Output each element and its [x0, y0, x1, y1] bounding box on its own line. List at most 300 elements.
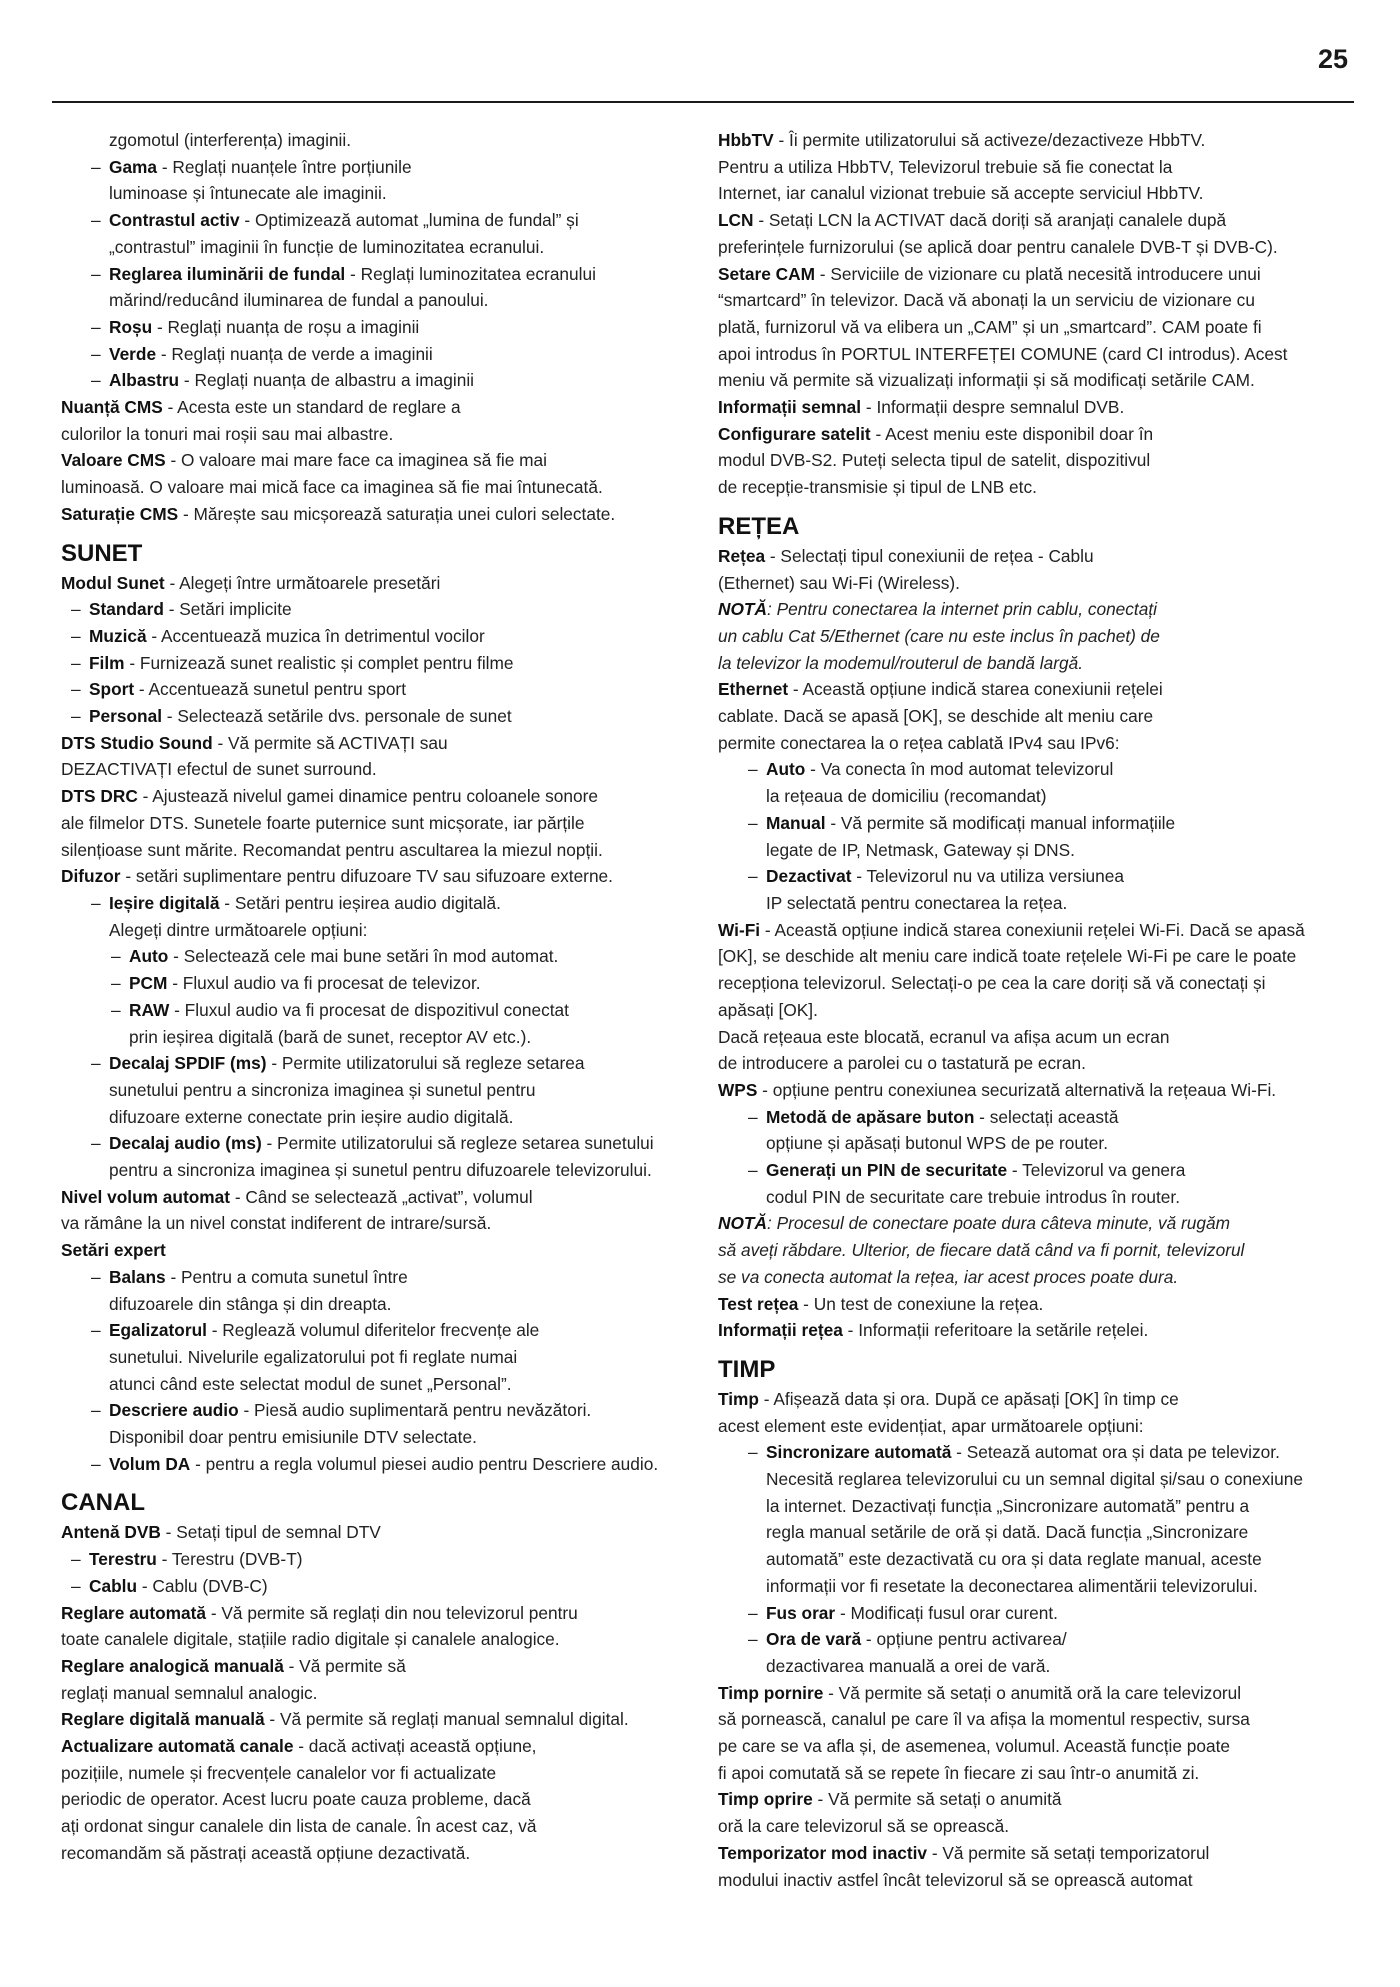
text-line: [718, 154, 1348, 181]
text-line: [718, 1264, 1348, 1291]
note-text: un cablu Cat 5/Ethernet (care nu este inclus în pachet) de: [718, 625, 1160, 646]
text-line: [718, 783, 1348, 810]
line-text: să pornească, canalul pe care îl va afișa la momentul respectiv, sursa: [718, 1709, 1250, 1730]
term-label: Wi-Fi: [718, 919, 761, 940]
text-line: [718, 623, 1348, 650]
text-line: [718, 1813, 1348, 1840]
term-label: RAW: [129, 999, 170, 1020]
text-line: [61, 890, 695, 917]
term-label: Terestru: [89, 1549, 157, 1570]
text-line: [61, 570, 695, 597]
line-text: automată” este dezactivată cu ora și data reglate manual, aceste: [766, 1549, 1262, 1570]
text-line: [718, 1050, 1348, 1077]
text-line: [61, 1573, 695, 1600]
line-text: prin ieșirea digitală (bară de sunet, receptor AV etc.).: [129, 1026, 532, 1047]
term-label: Fus orar: [766, 1602, 836, 1623]
line-text: silențioase sunt mărite. Recomandat pentru ascultarea la miezul nopții.: [61, 839, 603, 860]
text-line: [718, 1104, 1348, 1131]
line-text: la rețeaua de domiciliu (recomandat): [766, 786, 1047, 807]
text-line: [61, 1397, 695, 1424]
term-label: Timp oprire: [718, 1789, 813, 1810]
section-heading: SUNET: [61, 539, 143, 567]
text-line: [718, 314, 1348, 341]
text-line: [61, 1237, 695, 1264]
text-line: [61, 1264, 695, 1291]
line-text: - Acest meniu este disponibil doar în: [870, 423, 1154, 444]
line-text: modului inactiv astfel încât televizorul să se oprească automat: [718, 1869, 1193, 1890]
line-text: - Alegeți între următoarele presetări: [164, 572, 441, 593]
line-text: - Vă permite să setați o anumită: [812, 1789, 1062, 1810]
term-label: Test rețea: [718, 1293, 799, 1314]
note-label: [718, 599, 767, 619]
line-text: zgomotul (interferența) imaginii.: [109, 130, 352, 150]
line-text: - Va conecta în mod automat televizorul: [805, 759, 1114, 780]
term-label: Reglare digitală manuală: [61, 1709, 265, 1730]
term-label: Personal: [89, 706, 162, 727]
line-text: ați ordonat singur canalele din lista de canale. În acest caz, vă: [61, 1816, 537, 1837]
text-line: [61, 1344, 695, 1371]
text-line: [61, 341, 695, 368]
line-text: - setări suplimentare pentru difuzoare TV sau sifuzoare externe.: [120, 866, 613, 887]
line-text: ale filmelor DTS. Sunetele foarte puternice sunt micșorate, iar părțile: [61, 812, 585, 833]
line-text: recomandăm să păstrați această opțiune dezactivată.: [61, 1842, 471, 1863]
text-line: [61, 1600, 695, 1627]
line-text: va rămâne la un nivel constat indiferent de intrare/sursă.: [61, 1213, 492, 1234]
line-text: - Selectează cele mai bune setări în mod automat.: [168, 946, 559, 967]
text-line: [718, 1157, 1348, 1184]
line-text: - Setări implicite: [163, 599, 292, 620]
line-text: - Ajustează nivelul gamei dinamice pentru coloanele sonore: [137, 786, 598, 807]
term-label: Cablu: [89, 1575, 138, 1596]
text-line: [61, 1626, 695, 1653]
line-text: - dacă activați această opțiune,: [293, 1736, 537, 1757]
text-line: [61, 314, 695, 341]
line-text: pentru a sincroniza imaginea și sunetul pentru difuzoarele televizorului.: [109, 1160, 652, 1181]
line-text: - Informații referitoare la setările rețelei.: [842, 1320, 1149, 1341]
line-text: pozițiile, numele și frecvențele canalelor vor fi actualizate: [61, 1762, 497, 1783]
text-line: [61, 917, 695, 944]
line-text: culorilor la tonuri mai roșii sau mai albastre.: [61, 423, 394, 444]
term-label: Decalaj SPDIF (ms): [109, 1053, 267, 1074]
text-line: [61, 1653, 695, 1680]
section-heading: TIMP: [718, 1355, 776, 1383]
text-line: [718, 207, 1348, 234]
line-text: “smartcard” în televizor. Dacă vă abonați la un serviciu de vizionare cu: [718, 290, 1255, 311]
text-line: [718, 1680, 1348, 1707]
term-label: Saturație CMS: [61, 503, 179, 524]
line-text: luminoasă. O valoare mai mică face ca imaginea să fie mai întunecată.: [61, 477, 603, 498]
term-label: Setări expert: [61, 1240, 166, 1261]
list-dash: –: [71, 1549, 81, 1570]
text-line: [718, 1077, 1348, 1104]
term-label: Nivel volum automat: [61, 1186, 231, 1207]
text-line: [718, 997, 1348, 1024]
line-text: - Reglați nuanțele între porțiunile: [157, 156, 412, 177]
term-label: Verde: [109, 343, 157, 364]
text-line: [718, 543, 1348, 570]
line-text: recepționa televizorul. Selectați-o pe cea la care doriți să vă conectați și: [718, 973, 1266, 994]
line-text: plată, furnizorul vă va elibera un „CAM” și un „smartcard”. CAM poate fi: [718, 316, 1262, 337]
text-line: [718, 1386, 1348, 1413]
text-line: [61, 810, 695, 837]
line-text: difuzoare externe conectate prin ieșire audio digitală.: [109, 1106, 514, 1127]
line-text: - Un test de conexiune la rețea.: [798, 1293, 1044, 1314]
list-dash: –: [748, 759, 758, 780]
line-text: regla manual setările de oră și dată. Dacă funcția „Sincronizare: [766, 1522, 1249, 1543]
line-text: - Setați LCN la ACTIVAT dacă doriți să aranjați canalele după: [753, 210, 1227, 231]
line-text: - O valoare mai mare face ca imaginea să fie mai: [165, 450, 548, 471]
line-text: - Cablu (DVB-C): [137, 1575, 268, 1596]
text-line: [718, 810, 1348, 837]
section-heading: REȚEA: [718, 512, 800, 540]
term-label: Dezactivat: [766, 866, 852, 887]
line-text: sunetului pentru a sincroniza imaginea și sunetul pentru: [109, 1079, 536, 1100]
line-text: - Reglați nuanța de albastru a imaginii: [179, 370, 475, 391]
term-label: Auto: [766, 759, 806, 780]
line-text: - Reglați nuanța de verde a imaginii: [156, 343, 433, 364]
line-text: - Când se selectează „activat”, volumul: [230, 1186, 533, 1207]
text-line: [61, 837, 695, 864]
term-label: Ethernet: [718, 679, 789, 700]
text-line: [61, 703, 695, 730]
text-line: [718, 447, 1348, 474]
text-line: [61, 1077, 695, 1104]
line-text: toate canalele digitale, stațiile radio digitale și canalele analogice.: [61, 1629, 560, 1650]
list-dash: –: [71, 625, 81, 646]
term-label: Generați un PIN de securitate: [766, 1160, 1008, 1181]
text-line: [61, 863, 695, 890]
text-line: [61, 997, 695, 1024]
text-line: [61, 676, 695, 703]
line-text: - Vă permite să modificați manual informațiile: [825, 812, 1176, 833]
term-label: Film: [89, 652, 125, 673]
line-text: - Mărește sau micșorează saturația unei culori selectate.: [178, 503, 616, 524]
text-line: [718, 756, 1348, 783]
line-text: - Permite utilizatorului să regleze setarea sunetului: [261, 1133, 654, 1154]
list-dash: –: [748, 1442, 758, 1463]
term-label: DTS Studio Sound: [61, 732, 213, 753]
list-dash: –: [748, 1106, 758, 1127]
list-dash: –: [71, 1575, 81, 1596]
term-label: LCN: [718, 210, 754, 231]
list-dash: –: [91, 263, 101, 284]
list-dash: –: [111, 946, 121, 967]
text-line: [61, 1760, 695, 1787]
text-line: [718, 1519, 1348, 1546]
list-dash: –: [91, 1266, 101, 1287]
note-text: la televizor la modemul/routerul de bandă largă.: [718, 652, 1084, 673]
text-line: [61, 261, 695, 288]
list-dash: –: [91, 892, 101, 913]
text-line: [718, 1184, 1348, 1211]
term-label: Actualizare automată canale: [61, 1736, 294, 1757]
text-line: [61, 756, 695, 783]
term-label: Ora de vară: [766, 1629, 862, 1650]
term-label: Configurare satelit: [718, 423, 871, 444]
line-text: Disponibil doar pentru emisiunile DTV selectate.: [109, 1427, 477, 1448]
term-label: Ieșire digitală: [109, 892, 220, 913]
text-line: [718, 570, 1348, 597]
text-line: [61, 1104, 695, 1131]
line-text: - Vă permite să setați temporizatorul: [927, 1842, 1210, 1863]
line-text: „contrastul” imaginii în funcție de luminozitatea ecranului.: [109, 236, 545, 257]
text-line: [61, 730, 695, 757]
text-line: [61, 1451, 695, 1478]
note-text: : Pentru conectarea la internet prin cablu, conectați: [766, 599, 1157, 620]
text-line: [718, 1210, 1348, 1237]
list-dash: –: [111, 973, 121, 994]
line-text: de introducere a parolei cu o tastatură pe ecran.: [718, 1053, 1086, 1074]
list-dash: –: [748, 866, 758, 887]
term-label: Balans: [109, 1266, 166, 1287]
line-text: DEZACTIVAȚI efectul de sunet surround.: [61, 759, 377, 780]
section-heading: CANAL: [61, 1489, 145, 1517]
line-text: - Optimizează automat „lumina de fundal” și: [239, 210, 579, 231]
note-text: să aveți răbdare. Ulterior, de fiecare dată când va fi pornit, televizorul: [718, 1240, 1245, 1261]
line-text: - Afișează data și ora. După ce apăsați [OK] în timp ce: [758, 1388, 1179, 1409]
term-label: WPS: [718, 1079, 758, 1100]
term-label: Sincronizare automată: [766, 1442, 952, 1463]
text-line: [718, 676, 1348, 703]
term-label: Reglare analogică manuală: [61, 1655, 284, 1676]
text-line: [718, 1706, 1348, 1733]
term-label: Setare CAM: [718, 263, 815, 284]
line-text: cablate. Dacă se apasă [OK], se deschide alt meniu care: [718, 706, 1154, 727]
term-label: Manual: [766, 812, 826, 833]
line-text: - Accentuează muzica în detrimentul vocilor: [146, 625, 485, 646]
term-label: Sport: [89, 679, 135, 700]
line-text: fi apoi comutată să se repete în fiecare zi sau într-o anumită zi.: [718, 1762, 1200, 1783]
term-label: PCM: [129, 973, 168, 994]
line-text: dezactivarea manuală a orei de vară.: [766, 1655, 1051, 1676]
line-text: - pentru a regla volumul piesei audio pentru Descriere audio.: [190, 1453, 659, 1474]
list-dash: –: [91, 343, 101, 364]
line-text: - Acesta este un standard de reglare a: [162, 397, 461, 418]
line-text: la internet. Dezactivați funcția „Sincronizare automată” pentru a: [766, 1495, 1250, 1516]
list-dash: –: [91, 1453, 101, 1474]
text-line: [61, 1519, 695, 1546]
line-text: - Serviciile de vizionare cu plată necesită introducere unui: [815, 263, 1261, 284]
text-line: [61, 783, 695, 810]
text-line: [718, 367, 1348, 394]
list-dash: –: [91, 1133, 101, 1154]
line-text: modul DVB-S2. Puteți selecta tipul de satelit, dispozitivul: [718, 450, 1151, 471]
term-label: Roșu: [109, 316, 153, 337]
list-dash: –: [91, 156, 101, 177]
list-dash: –: [91, 316, 101, 337]
page-number: 25: [1317, 44, 1348, 74]
text-line: [718, 234, 1348, 261]
line-text: Alegeți dintre următoarele opțiuni:: [109, 919, 368, 940]
line-text: - Reglați nuanța de roșu a imaginii: [152, 316, 420, 337]
text-line: [61, 1371, 695, 1398]
text-line: [61, 447, 695, 474]
term-label: Egalizatorul: [109, 1320, 207, 1341]
line-text: acest element este evidențiat, apar următoarele opțiuni:: [718, 1415, 1144, 1436]
text-line: [718, 1317, 1348, 1344]
text-line: [718, 1600, 1348, 1627]
line-text: meniu vă permite să vizualizați informații și să modificați setările CAM.: [718, 370, 1255, 391]
text-line: [718, 1733, 1348, 1760]
term-label: Valoare CMS: [61, 450, 166, 471]
list-dash: –: [748, 1629, 758, 1650]
text-line: [718, 1573, 1348, 1600]
text-line: [718, 394, 1348, 421]
term-label: Antenă DVB: [61, 1522, 161, 1543]
term-label: Temporizator mod inactiv: [718, 1842, 928, 1863]
text-line: [718, 1760, 1348, 1787]
line-text: informații vor fi resetate la deconectarea alimentării televizorului.: [766, 1575, 1258, 1596]
line-text: opțiune și apăsați butonul WPS de pe router.: [766, 1133, 1109, 1154]
line-text: - Furnizează sunet realistic și complet pentru filme: [124, 652, 514, 673]
line-text: - Informații despre semnalul DVB.: [861, 397, 1125, 418]
line-text: - Televizorul nu va utiliza versiunea: [851, 866, 1124, 887]
line-text: - Fluxul audio va fi procesat de televizor.: [167, 973, 481, 994]
line-text: periodic de operator. Acest lucru poate cauza probleme, dacă: [61, 1789, 531, 1810]
term-label: Albastru: [109, 370, 180, 391]
text-line: [61, 154, 695, 181]
list-dash: –: [91, 210, 101, 231]
text-line: [61, 1840, 695, 1867]
line-text: apăsați [OK].: [718, 999, 818, 1020]
text-line: [718, 1466, 1348, 1493]
list-dash: –: [71, 599, 81, 620]
text-line: [718, 341, 1348, 368]
line-text: - selectați această: [974, 1106, 1119, 1127]
term-label: Standard: [89, 599, 164, 620]
line-text: IP selectată pentru conectarea la rețea.: [766, 892, 1068, 913]
line-text: - Îi permite utilizatorului să activeze/dezactiveze HbbTV.: [773, 130, 1206, 150]
text-line: [718, 1840, 1348, 1867]
text-line: [718, 703, 1348, 730]
term-label: Gama: [109, 156, 158, 177]
line-text: (Ethernet) sau Wi-Fi (Wireless).: [718, 572, 960, 593]
text-line: [61, 1706, 695, 1733]
line-text: - Această opțiune indică starea conexiunii rețelei Wi-Fi. Dacă se apasă: [760, 919, 1305, 940]
line-text: codul PIN de securitate care trebuie introdus în router.: [766, 1186, 1181, 1207]
text-line: [61, 1157, 695, 1184]
text-line: [718, 730, 1348, 757]
text-line: [61, 1184, 695, 1211]
term-label: Modul Sunet: [61, 572, 165, 593]
right-column: [718, 127, 1348, 1893]
text-line: [61, 596, 695, 623]
line-text: - Vă permite să ACTIVAȚI sau: [212, 732, 448, 753]
term-label: Difuzor: [61, 866, 121, 887]
list-dash: –: [748, 812, 758, 833]
text-line: [61, 1680, 695, 1707]
line-text: - Modificați fusul orar curent.: [835, 1602, 1058, 1623]
line-text: [OK], se deschide alt meniu care indică toate rețelele Wi-Fi pe care le poate: [718, 946, 1297, 967]
list-dash: –: [71, 652, 81, 673]
term-label: Volum DA: [109, 1453, 191, 1474]
line-text: Pentru a utiliza HbbTV, Televizorul trebuie să fie conectat la: [718, 156, 1173, 177]
term-label: Informații rețea: [718, 1320, 843, 1341]
text-line: [718, 650, 1348, 677]
line-text: luminoase și întunecate ale imaginii.: [109, 183, 387, 204]
text-line: [61, 501, 695, 528]
term-label: Reglare automată: [61, 1602, 207, 1623]
term-label: HbbTV: [718, 130, 774, 150]
line-text: permite conectarea la o rețea cablată IPv4 sau IPv6:: [718, 732, 1120, 753]
term-label: Muzică: [89, 625, 147, 646]
line-text: - Setați tipul de semnal DTV: [160, 1522, 381, 1543]
line-text: - Vă permite să: [283, 1655, 406, 1676]
text-line: [61, 623, 695, 650]
text-line: [718, 474, 1348, 501]
line-text: - Setează automat ora și data pe televizor.: [951, 1442, 1280, 1463]
text-line: [718, 287, 1348, 314]
text-line: [61, 1050, 695, 1077]
text-line: [718, 1546, 1348, 1573]
term-label: Timp pornire: [718, 1682, 824, 1703]
text-line: [61, 207, 695, 234]
text-line: [718, 1867, 1348, 1894]
term-label: Metodă de apăsare buton: [766, 1106, 975, 1127]
line-text: Necesită reglarea televizorului cu un semnal digital și/sau o conexiune: [766, 1469, 1303, 1490]
line-text: - Selectați tipul conexiunii de rețea - Cablu: [765, 545, 1094, 566]
text-line: [61, 650, 695, 677]
text-line: [718, 1024, 1348, 1051]
line-text: - Terestru (DVB-T): [156, 1549, 303, 1570]
line-text: apoi introdus în PORTUL INTERFEȚEI COMUNE (card CI introdus). Acest: [718, 343, 1288, 364]
term-label: Timp: [718, 1388, 759, 1409]
term-label: Contrastul activ: [109, 210, 240, 231]
line-text: reglați manual semnalul analogic.: [61, 1682, 318, 1703]
line-text: - opțiune pentru activarea/: [861, 1629, 1067, 1650]
list-dash: –: [91, 1400, 101, 1421]
left-column: [61, 127, 695, 1867]
text-line: [718, 1130, 1348, 1157]
text-line: [61, 234, 695, 261]
text-line: [61, 1291, 695, 1318]
text-line: [718, 1291, 1348, 1318]
text-line: [61, 287, 695, 314]
line-text: atunci când este selectat modul de sunet „Personal”.: [109, 1373, 512, 1394]
text-line: [718, 1626, 1348, 1653]
note-label: [718, 1213, 767, 1233]
text-line: [718, 863, 1348, 890]
term-label: DTS DRC: [61, 786, 138, 807]
text-line: [61, 1424, 695, 1451]
text-line: [61, 1024, 695, 1051]
text-line: [718, 1786, 1348, 1813]
note-label-text: NOTĂ: [718, 599, 767, 620]
line-text: - Vă permite să reglați manual semnalul digital.: [264, 1709, 629, 1730]
list-dash: –: [111, 999, 121, 1020]
text-line: [718, 890, 1348, 917]
line-text: - Reglează volumul diferitelor frecvențe ale: [206, 1320, 540, 1341]
line-text: - Fluxul audio va fi procesat de dispozitivul conectat: [169, 999, 569, 1020]
term-label: Decalaj audio (ms): [109, 1133, 262, 1154]
list-dash: –: [748, 1602, 758, 1623]
line-text: - Vă permite să reglați din nou televizorul pentru: [206, 1602, 578, 1623]
line-text: legate de IP, Netmask, Gateway și DNS.: [766, 839, 1075, 860]
text-line: [61, 1210, 695, 1237]
note-text: se va conecta automat la rețea, iar acest proces poate dura.: [718, 1266, 1179, 1287]
note-label-text: NOTĂ: [718, 1213, 767, 1234]
term-label: Informații semnal: [718, 397, 862, 418]
term-label: Nuanță CMS: [61, 397, 163, 418]
line-text: de recepție-transmisie și tipul de LNB etc.: [718, 477, 1037, 498]
text-line: [718, 1237, 1348, 1264]
text-line: [61, 421, 695, 448]
header-rule: [52, 101, 1354, 103]
term-label: Rețea: [718, 545, 766, 566]
text-line: [61, 367, 695, 394]
line-text: - Piesă audio suplimentară pentru nevăzători.: [238, 1400, 592, 1421]
text-line: [718, 1413, 1348, 1440]
